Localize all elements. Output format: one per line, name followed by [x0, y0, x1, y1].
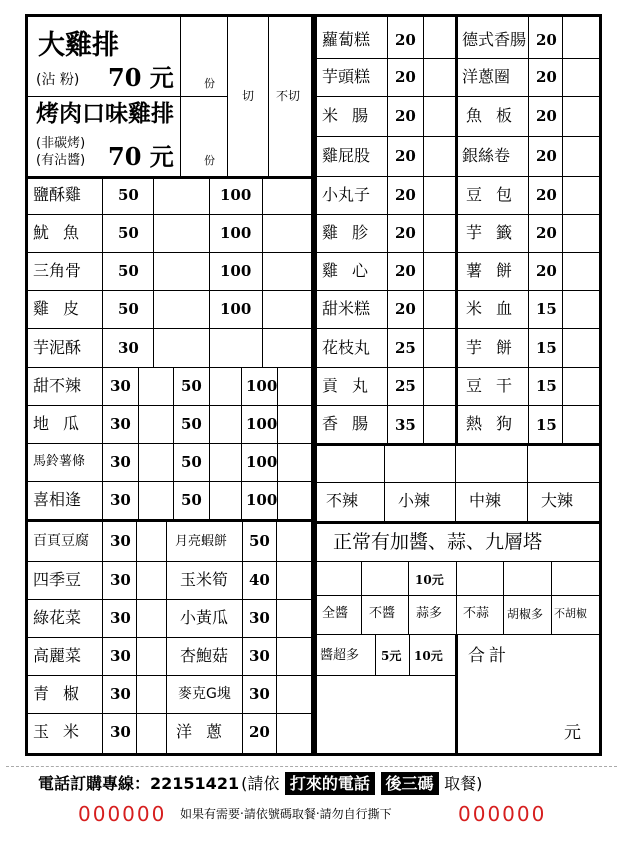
snack-name: 米血 — [466, 299, 527, 318]
phone-label: 電話訂購專線： — [38, 774, 151, 793]
snack-price: 20 — [395, 31, 416, 49]
highlight-last-three: 後三碼 — [381, 772, 439, 795]
snack-price: 20 — [536, 31, 557, 49]
item-price-medium: 50 — [181, 377, 202, 395]
item-price-small: 30 — [110, 453, 131, 471]
item-name: 地瓜 — [33, 414, 94, 433]
bbq-chicken-name: 烤肉口味雞排 — [36, 101, 174, 127]
veg-name: 四季豆 — [33, 570, 82, 589]
veg-name: 洋蔥 — [176, 722, 237, 741]
paren-close: 取餐) — [444, 774, 483, 793]
snack-price: 25 — [395, 339, 416, 357]
spice-level-hot[interactable]: 大辣 — [541, 491, 574, 510]
veg-name: 玉米 — [33, 722, 94, 741]
item-name: 鹽酥雞 — [33, 185, 82, 204]
snack-price: 20 — [395, 224, 416, 242]
bbq-chicken-note2: (有沾醬) — [36, 153, 86, 168]
snack-price: 20 — [536, 147, 557, 165]
snack-price: 20 — [395, 186, 416, 204]
phone-number: 22151421 — [150, 774, 240, 793]
extra-sauce-price-1[interactable]: 5元 — [381, 649, 402, 663]
bbq-chicken-note1: (非碳烤) — [36, 136, 86, 151]
item-price-large: 100 — [246, 377, 278, 395]
veg-price: 50 — [249, 532, 270, 550]
no-cut-option[interactable]: 不切 — [276, 89, 301, 103]
item-price-large: 100 — [246, 453, 278, 471]
snack-name: 德式香腸 — [462, 30, 527, 49]
item-price-large: 100 — [220, 300, 252, 318]
snack-price: 15 — [536, 339, 557, 357]
snack-name: 貢丸 — [322, 376, 383, 395]
snack-name: 雞心 — [322, 261, 383, 280]
bbq-chicken-unit: 份 — [204, 154, 215, 167]
sauce-note: 正常有加醬、蒜、九層塔 — [333, 531, 543, 553]
item-name: 雞皮 — [33, 299, 94, 318]
snack-name: 熱狗 — [466, 414, 527, 433]
cut-option[interactable]: 切 — [242, 89, 255, 103]
snack-name: 芋籤 — [466, 223, 527, 242]
veg-name: 百頁豆腐 — [33, 533, 89, 549]
pepper-option-more[interactable]: 胡椒多 — [507, 607, 544, 621]
spice-level-none[interactable]: 不辣 — [326, 491, 359, 510]
paren-open: (請依 — [241, 774, 280, 793]
veg-price: 30 — [249, 647, 270, 665]
order-code-right: 000000 — [458, 802, 547, 826]
sauce-option-none[interactable]: 不醬 — [369, 606, 396, 621]
veg-price: 40 — [249, 571, 270, 589]
veg-name: 高麗菜 — [33, 646, 82, 665]
snack-price: 15 — [536, 416, 557, 434]
sauce-option-all[interactable]: 全醬 — [322, 606, 349, 621]
snack-name: 雞屁股 — [322, 146, 371, 165]
snack-price: 20 — [536, 107, 557, 125]
garlic-option-more[interactable]: 蒜多 — [416, 606, 443, 621]
total-label: 合計 — [468, 646, 510, 666]
veg-price: 30 — [110, 723, 131, 741]
snack-name: 雞胗 — [322, 223, 383, 242]
snack-price: 20 — [536, 186, 557, 204]
extra-sauce-label[interactable]: 醬超多 — [320, 648, 360, 663]
veg-price: 30 — [110, 685, 131, 703]
item-name: 三角骨 — [33, 261, 82, 280]
veg-name: 綠花菜 — [33, 608, 82, 627]
order-code-left: 000000 — [78, 802, 167, 826]
snack-name: 蘿蔔糕 — [322, 30, 371, 49]
snack-price: 25 — [395, 377, 416, 395]
snack-name: 洋蔥圈 — [462, 67, 511, 86]
veg-price: 30 — [249, 609, 270, 627]
snack-price: 20 — [536, 224, 557, 242]
item-price-small: 50 — [118, 262, 139, 280]
total-unit: 元 — [564, 723, 581, 743]
item-price-large: 100 — [246, 491, 278, 509]
item-price-medium: 50 — [181, 415, 202, 433]
veg-name: 小黃瓜 — [180, 608, 229, 627]
snack-price: 20 — [395, 262, 416, 280]
veg-price: 30 — [110, 647, 131, 665]
item-price-large: 100 — [220, 224, 252, 242]
extra-sauce-price-2[interactable]: 10元 — [414, 649, 443, 663]
veg-price: 30 — [110, 609, 131, 627]
item-name: 馬鈴薯條 — [33, 454, 86, 469]
item-price-medium: 50 — [181, 491, 202, 509]
snack-price: 20 — [536, 262, 557, 280]
spice-level-mild[interactable]: 小辣 — [398, 491, 431, 510]
bbq-chicken-price: 70 元 — [108, 142, 174, 171]
snack-name: 甜米糕 — [322, 299, 371, 318]
big-chicken-name: 大雞排 — [38, 30, 119, 61]
snack-price: 15 — [536, 377, 557, 395]
item-name: 喜相逢 — [33, 490, 82, 509]
big-chicken-unit: 份 — [204, 77, 215, 90]
item-name: 芋泥酥 — [33, 338, 82, 357]
pickup-notice: 如果有需要‧請依號碼取餐‧請勿自行撕下 — [180, 807, 392, 821]
snack-price: 35 — [395, 416, 416, 434]
snack-name: 豆干 — [466, 376, 527, 395]
snack-name: 芋頭糕 — [322, 67, 371, 86]
item-price-small: 50 — [118, 224, 139, 242]
highlight-caller-phone: 打來的電話 — [285, 772, 375, 795]
snack-name: 米腸 — [322, 106, 383, 125]
snack-price: 15 — [536, 300, 557, 318]
veg-name: 月亮蝦餅 — [175, 534, 228, 549]
item-name: 魷魚 — [33, 223, 94, 242]
snack-price: 20 — [395, 147, 416, 165]
big-chicken-price: 70 元 — [108, 63, 174, 92]
veg-name: 麥克G塊 — [178, 686, 231, 702]
veg-price: 30 — [110, 532, 131, 550]
snack-name: 豆包 — [466, 185, 527, 204]
item-name: 甜不辣 — [33, 376, 82, 395]
veg-name: 杏鮑菇 — [180, 646, 229, 665]
spice-level-medium[interactable]: 中辣 — [469, 491, 502, 510]
big-chicken-note: (沾 粉) — [36, 72, 80, 88]
veg-price: 30 — [249, 685, 270, 703]
snack-name: 小丸子 — [322, 185, 371, 204]
snack-name: 銀絲卷 — [462, 146, 511, 165]
item-price-small: 30 — [118, 339, 139, 357]
veg-price: 30 — [110, 571, 131, 589]
snack-price: 20 — [395, 300, 416, 318]
snack-name: 芋餅 — [466, 338, 527, 357]
item-price-medium: 50 — [181, 453, 202, 471]
item-price-small: 50 — [118, 186, 139, 204]
snack-price: 20 — [395, 107, 416, 125]
pepper-option-none[interactable]: 不胡椒 — [554, 607, 587, 620]
snack-name: 魚板 — [466, 106, 527, 125]
snack-name: 花枝丸 — [322, 338, 371, 357]
tear-line — [6, 766, 617, 767]
snack-price: 20 — [395, 68, 416, 86]
veg-name: 玉米筍 — [180, 570, 229, 589]
garlic-option-none[interactable]: 不蒜 — [463, 606, 490, 621]
item-price-small: 50 — [118, 300, 139, 318]
item-price-small: 30 — [110, 491, 131, 509]
item-price-large: 100 — [246, 415, 278, 433]
veg-price: 20 — [249, 723, 270, 741]
snack-price: 20 — [536, 68, 557, 86]
snack-name: 香腸 — [322, 414, 383, 433]
phone-line — [38, 776, 482, 792]
snack-name: 薯餅 — [466, 261, 527, 280]
item-price-small: 30 — [110, 415, 131, 433]
item-price-large: 100 — [220, 262, 252, 280]
veg-name: 青椒 — [33, 684, 94, 703]
item-price-small: 30 — [110, 377, 131, 395]
item-price-large: 100 — [220, 186, 252, 204]
extras-price: 10元 — [415, 573, 444, 587]
